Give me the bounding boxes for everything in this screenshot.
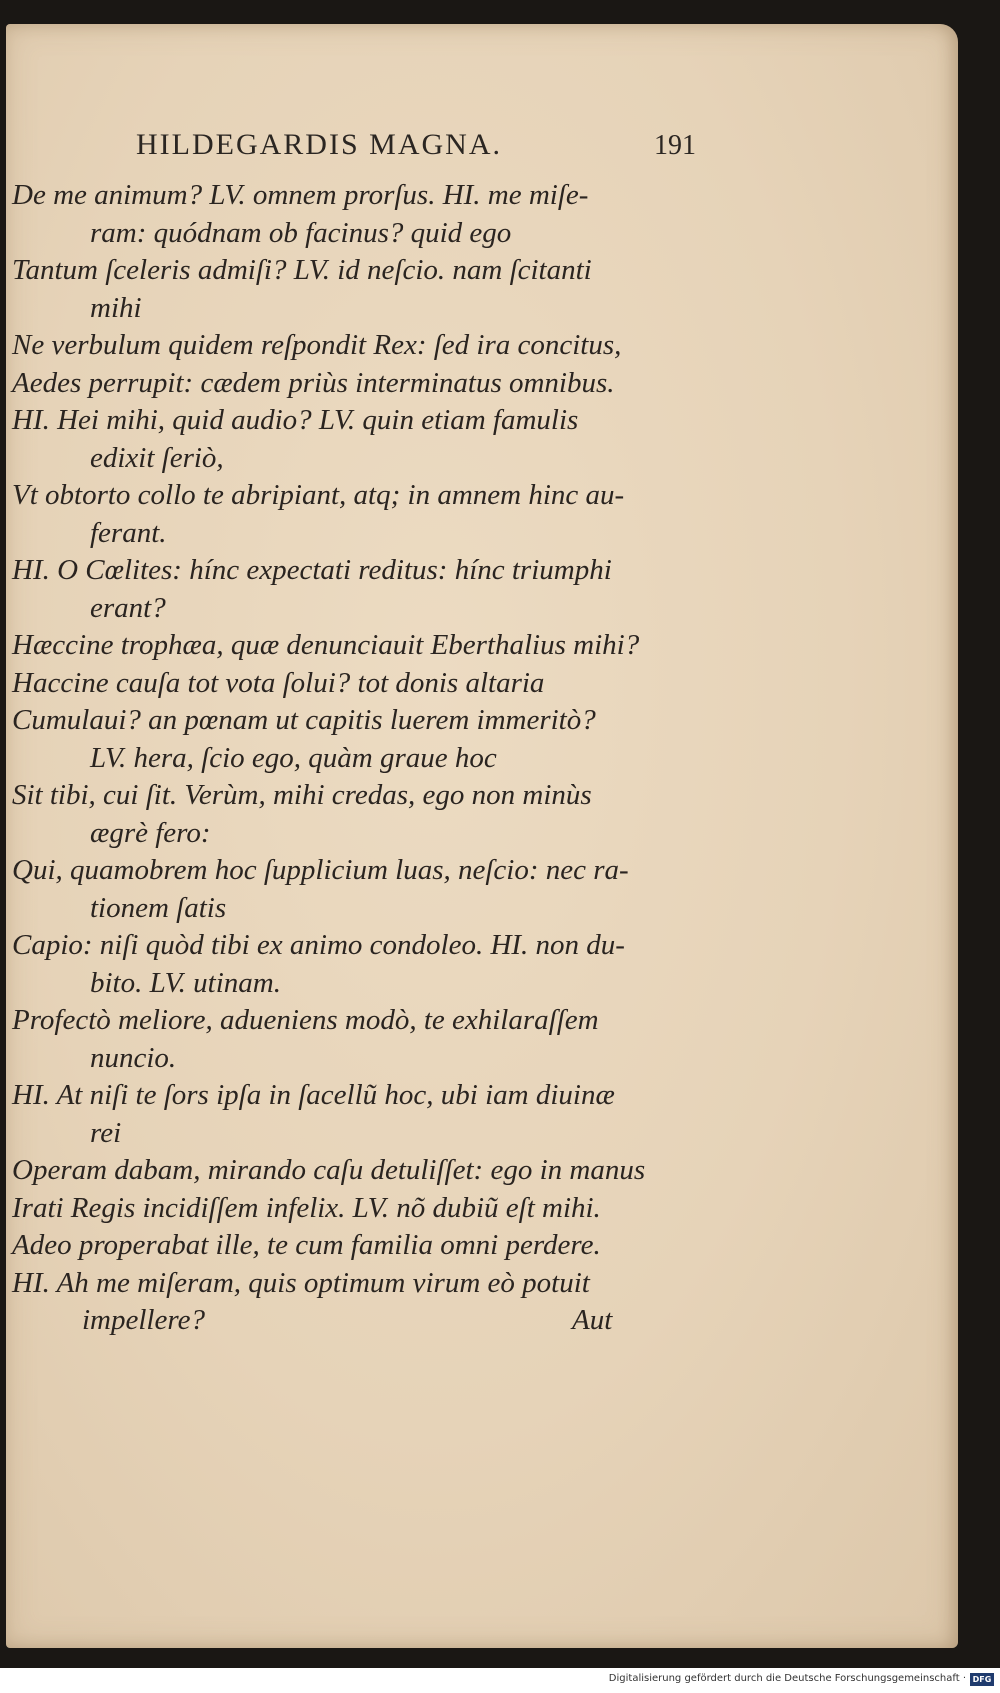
text-line: Adeo properabat ille, te cum familia omni perdere.: [12, 1229, 601, 1261]
text-line: tionem ſatis: [90, 891, 227, 924]
text-line: Capio: niſi quòd tibi ex animo condoleo. HI. non du-: [12, 929, 625, 961]
text-line: Sit tibi, cui ſit. Verùm, mihi credas, ego non minùs: [12, 779, 592, 811]
page-number: 191: [654, 130, 696, 161]
text-line: HI. Ah me miſeram, quis optimum virum eò potuit: [12, 1266, 590, 1299]
text-line: Qui, quamobrem hoc ſupplicium luas, neſcio: nec ra-: [12, 854, 629, 886]
text-line: rei: [90, 1116, 122, 1149]
text-line: Profectò meliore, adueniens modò, te exhilaraſſem: [12, 1004, 599, 1036]
text-line: Irati Regis incidiſſem infelix. LV. nõ dubiũ eſt mihi.: [12, 1191, 601, 1224]
text-line: Cumulaui? an pœnam ut capitis luerem immeritò?: [12, 704, 596, 736]
text-line: LV. hera, ſcio ego, quàm graue hoc: [90, 741, 497, 774]
book-page: [6, 24, 958, 1648]
text-line: edixit ſeriò,: [90, 441, 224, 474]
text-line-content: impellere?: [82, 1304, 205, 1336]
text-line: HI. Hei mihi, quid audio? LV. quin etiam famulis: [12, 404, 579, 436]
text-line: HI. O Cœlites: hínc expectati reditus: hínc triumphi: [12, 554, 612, 586]
text-line: Operam dabam, mirando caſu detuliſſet: ego in manus: [12, 1154, 646, 1186]
page-header: [136, 128, 696, 168]
text-line: Vt obtorto collo te abripiant, atq; in amnem hinc au-: [12, 479, 625, 511]
catchword: Aut: [572, 1304, 613, 1336]
text-line: ægrè fero:: [90, 816, 211, 849]
text-line: Aedes perrupit: cædem priùs interminatus omnibus.: [12, 366, 615, 399]
text-line: Haccine cauſa tot vota ſolui? tot donis altaria: [12, 666, 545, 699]
text-line: Ne verbulum quidem reſpondit Rex: ſed ira concitus,: [12, 329, 622, 361]
text-line: bito. LV. utinam.: [90, 966, 281, 999]
text-line: De me animum? LV. omnem prorſus. HI. me miſe-: [12, 179, 589, 211]
text-line: nuncio.: [90, 1041, 177, 1074]
text-line: HI. At niſi te ſors ipſa in ſacellũ hoc, ubi iam diuinæ: [12, 1079, 615, 1111]
text-line: Hæccine trophæa, quæ denunciauit Eberthalius mihi?: [12, 629, 640, 661]
text-line: Tantum ſceleris admiſi? LV. id neſcio. nam ſcitanti: [12, 254, 592, 286]
dfg-logo: DFG: [970, 1673, 994, 1686]
text-line: ferant.: [90, 516, 167, 549]
text-line: ram: quódnam ob facinus? quid ego: [90, 216, 512, 249]
text-line: mihi: [90, 291, 142, 324]
text-line-last: [12, 1302, 692, 1340]
running-title: HILDEGARDIS MAGNA.: [136, 128, 502, 161]
footer-bar: [0, 1668, 1000, 1693]
text-block: [12, 177, 692, 1340]
funding-credit: Digitalisierung gefördert durch die Deutsche Forschungsgemeinschaft ·: [608, 1673, 966, 1684]
text-line: erant?: [90, 591, 166, 624]
